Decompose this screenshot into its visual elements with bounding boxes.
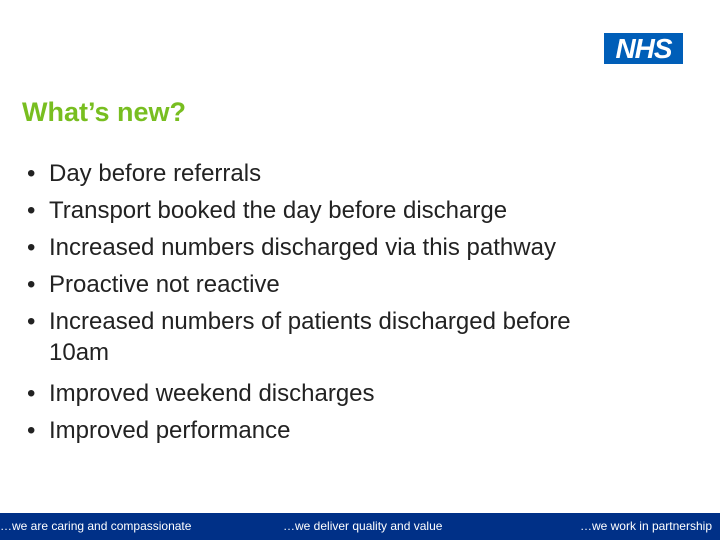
bullet-item: • Day before referrals xyxy=(22,155,682,192)
bullet-list xyxy=(22,155,682,449)
bullet-item xyxy=(22,303,682,375)
footer-bar xyxy=(0,513,720,540)
footer-value-quality: …we deliver quality and value xyxy=(283,519,443,533)
bullet-item-line2: 10am xyxy=(49,339,110,366)
bullet-item: • Transport booked the day before discharge xyxy=(22,192,682,229)
bullet-item: • Improved performance xyxy=(22,412,682,449)
bullet-item: • Increased numbers discharged via this pathway xyxy=(22,229,682,266)
footer-value-partnership: …we work in partnership xyxy=(579,519,712,533)
nhs-logo-text: NHS xyxy=(615,33,672,64)
bullet-item-line1: Increased numbers of patients discharged before xyxy=(49,308,571,335)
nhs-logo xyxy=(604,33,683,64)
bullet-item: • Improved weekend discharges xyxy=(22,375,682,412)
slide-title: What’s new? xyxy=(22,97,187,127)
bullet-item: • Proactive not reactive xyxy=(22,266,682,303)
footer-value-caring: …we are caring and compassionate xyxy=(0,519,192,533)
